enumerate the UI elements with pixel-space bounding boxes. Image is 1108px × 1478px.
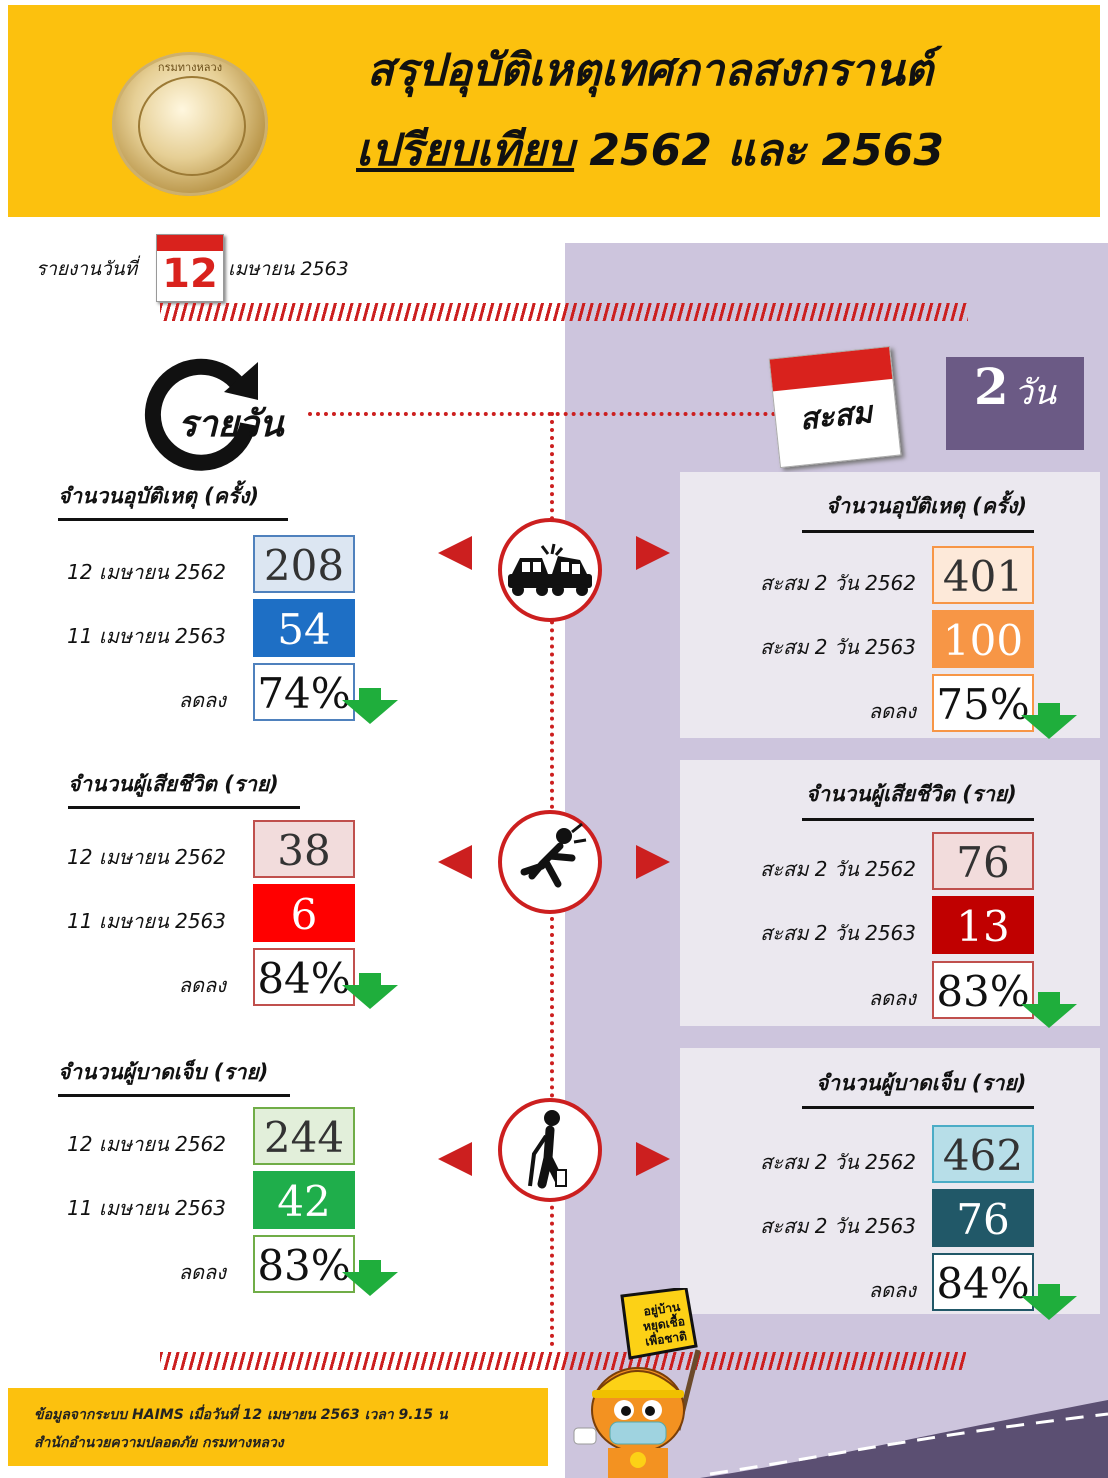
value-box-prev: 462: [932, 1125, 1034, 1183]
department-seal-logo: [112, 52, 268, 196]
footer-source: ข้อมูลจากระบบ HAIMS เมื่อวันที่ 12 เมษายน 2563 เวลา 9.15 น: [34, 1407, 448, 1423]
down-arrow-icon: [342, 985, 398, 1009]
row-label: สะสม 2 วัน 2563: [760, 921, 916, 945]
subtitle-underlined: เปรียบเทียบ: [356, 125, 575, 176]
down-arrow-stem: [1038, 992, 1060, 1004]
value-box-curr: 6: [253, 884, 355, 942]
cumulative-section-title: จำนวนอุบัติเหตุ (ครั้ง): [826, 494, 1027, 518]
daily-section-title: จำนวนผู้เสียชีวิต (ราย): [68, 772, 279, 796]
down-arrow-icon: [342, 700, 398, 724]
cumulative-label: สะสม: [798, 395, 874, 438]
cumulative-section-title: จำนวนผู้บาดเจ็บ (ราย): [816, 1071, 1027, 1095]
hatch-divider-top: [160, 303, 968, 321]
value-box-prev: 401: [932, 546, 1034, 604]
decrease-label: ลดลง: [868, 986, 916, 1010]
value-box-prev: 208: [253, 535, 355, 593]
mascot-icon: [548, 1340, 728, 1478]
value-box-prev: 76: [932, 832, 1034, 890]
title-underline: [802, 818, 1034, 821]
arrow-right-icon: [636, 536, 670, 570]
decrease-percent: 84%: [932, 1253, 1034, 1311]
down-arrow-icon: [1021, 715, 1077, 739]
page-subtitle: [300, 115, 1000, 185]
report-prefix: รายงานวันที่: [36, 258, 138, 280]
value-box-prev: 38: [253, 820, 355, 878]
title-underline: [58, 518, 288, 521]
row-label: สะสม 2 วัน 2563: [760, 1214, 916, 1238]
title-underline: [802, 1106, 1034, 1109]
decrease-label: ลดลง: [178, 1260, 226, 1284]
down-arrow-icon: [342, 1272, 398, 1296]
row-label: 12 เมษายน 2562: [67, 560, 226, 584]
decrease-label: ลดลง: [868, 699, 916, 723]
row-label: 12 เมษายน 2562: [67, 1132, 226, 1156]
decrease-percent: 75%: [932, 674, 1034, 732]
row-label: 11 เมษายน 2563: [67, 624, 226, 648]
injured-person-icon: [498, 1098, 602, 1202]
sign-line: เพื่อชาติ: [644, 1329, 688, 1349]
down-arrow-stem: [359, 973, 381, 985]
falling-person-icon: [498, 810, 602, 914]
report-suffix: เมษายน 2563: [228, 258, 349, 280]
road-graphic: [700, 1370, 1108, 1478]
daily-label: รายวัน: [178, 404, 284, 445]
arrow-left-icon: [438, 1142, 472, 1176]
sign-line: อยู่บ้าน: [642, 1299, 682, 1319]
decrease-percent: 83%: [253, 1235, 355, 1293]
arrow-left-icon: [438, 536, 472, 570]
down-arrow-icon: [1021, 1296, 1077, 1320]
decrease-percent: 74%: [253, 663, 355, 721]
down-arrow-stem: [1038, 703, 1060, 715]
value-box-curr: 54: [253, 599, 355, 657]
decrease-label: ลดลง: [178, 973, 226, 997]
daily-section-title: จำนวนผู้บาดเจ็บ (ราย): [58, 1060, 269, 1084]
daily-section-title: จำนวนอุบัติเหตุ (ครั้ง): [58, 484, 259, 508]
row-label: 11 เมษายน 2563: [67, 909, 226, 933]
dotted-connector-h: [308, 412, 776, 416]
arrow-right-icon: [636, 845, 670, 879]
footer-office: สำนักอำนวยความปลอดภัย กรมทางหลวง: [34, 1435, 284, 1451]
arrow-left-icon: [438, 845, 472, 879]
decrease-label: ลดลง: [868, 1278, 916, 1302]
sign-line: หยุดเชื้อ: [642, 1314, 686, 1334]
title-underline: [68, 806, 300, 809]
row-label: สะสม 2 วัน 2562: [760, 571, 916, 595]
title-underline: [58, 1094, 290, 1097]
value-box-curr: 76: [932, 1189, 1034, 1247]
down-arrow-stem: [1038, 1284, 1060, 1296]
row-label: สะสม 2 วัน 2563: [760, 635, 916, 659]
days-count-box: [946, 357, 1084, 450]
seal-text: กรมทางหลวง: [157, 61, 223, 74]
down-arrow-icon: [1021, 1004, 1077, 1028]
row-label: 12 เมษายน 2562: [67, 845, 226, 869]
car-crash-icon: [498, 518, 602, 622]
row-label: 11 เมษายน 2563: [67, 1196, 226, 1220]
row-label: สะสม 2 วัน 2562: [760, 1150, 916, 1174]
value-box-curr: 42: [253, 1171, 355, 1229]
subtitle-rest: 2562 และ 2563: [574, 125, 944, 176]
calendar-icon: [156, 234, 224, 302]
down-arrow-stem: [359, 1260, 381, 1272]
cumulative-calendar-icon: [769, 346, 902, 468]
days-number: 2: [973, 357, 1009, 416]
days-unit: วัน: [1013, 373, 1057, 413]
value-box-prev: 244: [253, 1107, 355, 1165]
cumulative-section-title: จำนวนผู้เสียชีวิต (ราย): [806, 782, 1017, 806]
value-box-curr: 13: [932, 896, 1034, 954]
row-label: สะสม 2 วัน 2562: [760, 857, 916, 881]
report-day: 12: [162, 251, 218, 297]
arrow-right-icon: [636, 1142, 670, 1176]
value-box-curr: 100: [932, 610, 1034, 668]
page-title: สรุปอุบัติเหตุเทศกาลสงกรานต์: [366, 45, 934, 96]
decrease-percent: 83%: [932, 961, 1034, 1019]
decrease-percent: 84%: [253, 948, 355, 1006]
down-arrow-stem: [359, 688, 381, 700]
decrease-label: ลดลง: [178, 688, 226, 712]
title-underline: [802, 530, 1034, 533]
footer-banner: [8, 1388, 548, 1466]
